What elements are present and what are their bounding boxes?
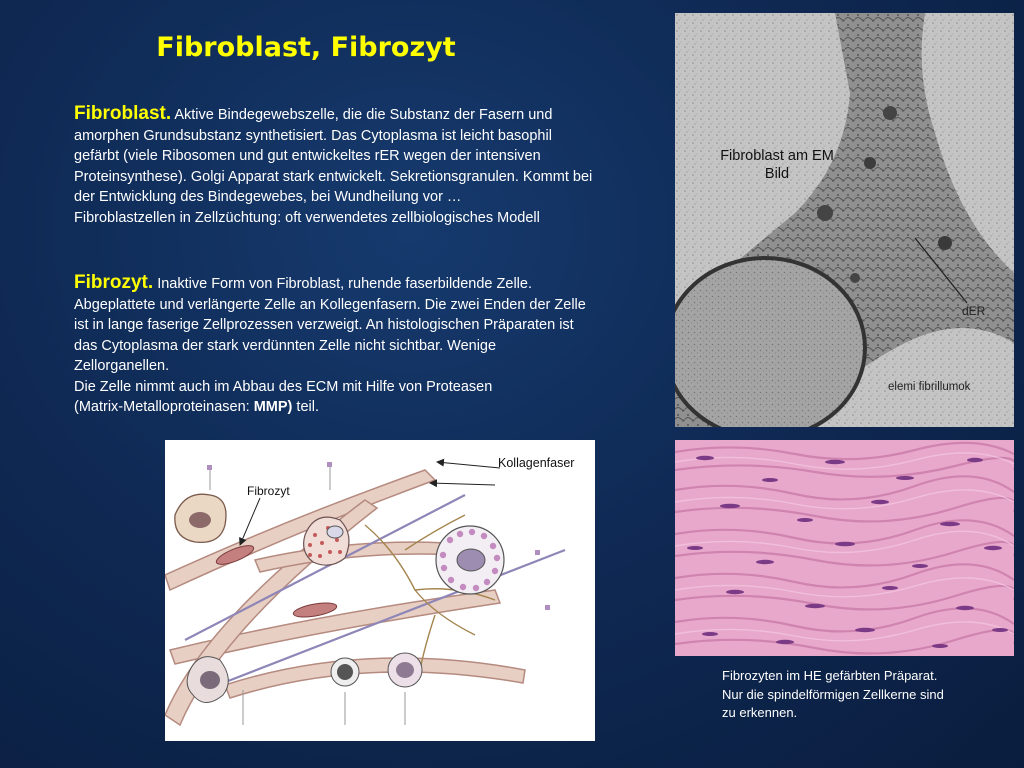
slide-title: Fibroblast, Fibrozyt: [156, 32, 456, 63]
he-caption: [722, 667, 1002, 723]
em-micrograph-drawing: [675, 13, 1014, 427]
em-title-line1: Fibroblast am EM: [720, 148, 834, 164]
connective-tissue-drawing: [165, 440, 595, 741]
fibrozyt-text: Inaktive Form von Fibroblast, ruhende faserbildende Zelle. Abgeplattete und verlängerte Zelle an Kollegenfasern. Die zwei Enden der Zelle ist in lange faserige Zellprozessen verzweigt. An histologischen Präparaten ist das Cytoplasma der stark verdünnten Zelle nicht sichtbar. Wenige Zellorganellen.: [74, 276, 586, 374]
fibrozyt-line3-bold: MMP): [253, 399, 293, 415]
fibrozyt-line2: Die Zelle nimmt auch im Abbau des ECM mit Hilfe von Proteasen: [74, 378, 493, 395]
he-histology-drawing: [675, 440, 1014, 656]
em-label-fibrils: elemi fibrillumok: [888, 381, 971, 393]
fibrozyt-paragraph: [74, 273, 594, 418]
he-histology-image: [675, 440, 1014, 656]
fibroblast-line2: Fibroblastzellen in Zellzüchtung: oft verwendetes zellbiologisches Modell: [74, 209, 540, 226]
fibroblast-heading: Fibroblast.: [74, 103, 172, 124]
he-caption-line2: Nur die spindelförmigen Zellkerne sind: [722, 686, 944, 702]
em-micrograph: [675, 13, 1014, 427]
fibrozyt-heading: Fibrozyt.: [74, 272, 154, 293]
em-title-line2: Bild: [764, 166, 790, 182]
diagram-label-fibrozyt: Fibrozyt: [247, 484, 290, 498]
diagram-label-kollagenfaser: Kollagenfaser: [498, 456, 575, 470]
em-title: [697, 147, 857, 183]
fibrozyt-line3-pre: (Matrix-Metalloproteinasen:: [74, 399, 254, 415]
fibrozyt-line3-post: teil.: [292, 399, 319, 415]
fibroblast-text: Aktive Bindegewebszelle, die die Substanz der Fasern und amorphen Grundsubstanz synthetisiert. Das Cytoplasma ist leicht basophil gefärbt (viele Ribosomen und gut entwickeltes rER wegen der intensiven Proteinsynthese). Golgi Apparat stark entwickelt. Sekretionsgranulen. Kommt bei der Entwicklung des Bindegewebes, bei Wundheilung vor …: [74, 107, 593, 205]
fibroblast-paragraph: [74, 104, 594, 228]
connective-tissue-diagram: [165, 440, 595, 741]
em-label-der: dER: [962, 304, 986, 318]
he-caption-line1: Fibrozyten im HE gefärbten Präparat.: [722, 668, 938, 683]
he-caption-line3: zu erkennen.: [722, 705, 798, 720]
